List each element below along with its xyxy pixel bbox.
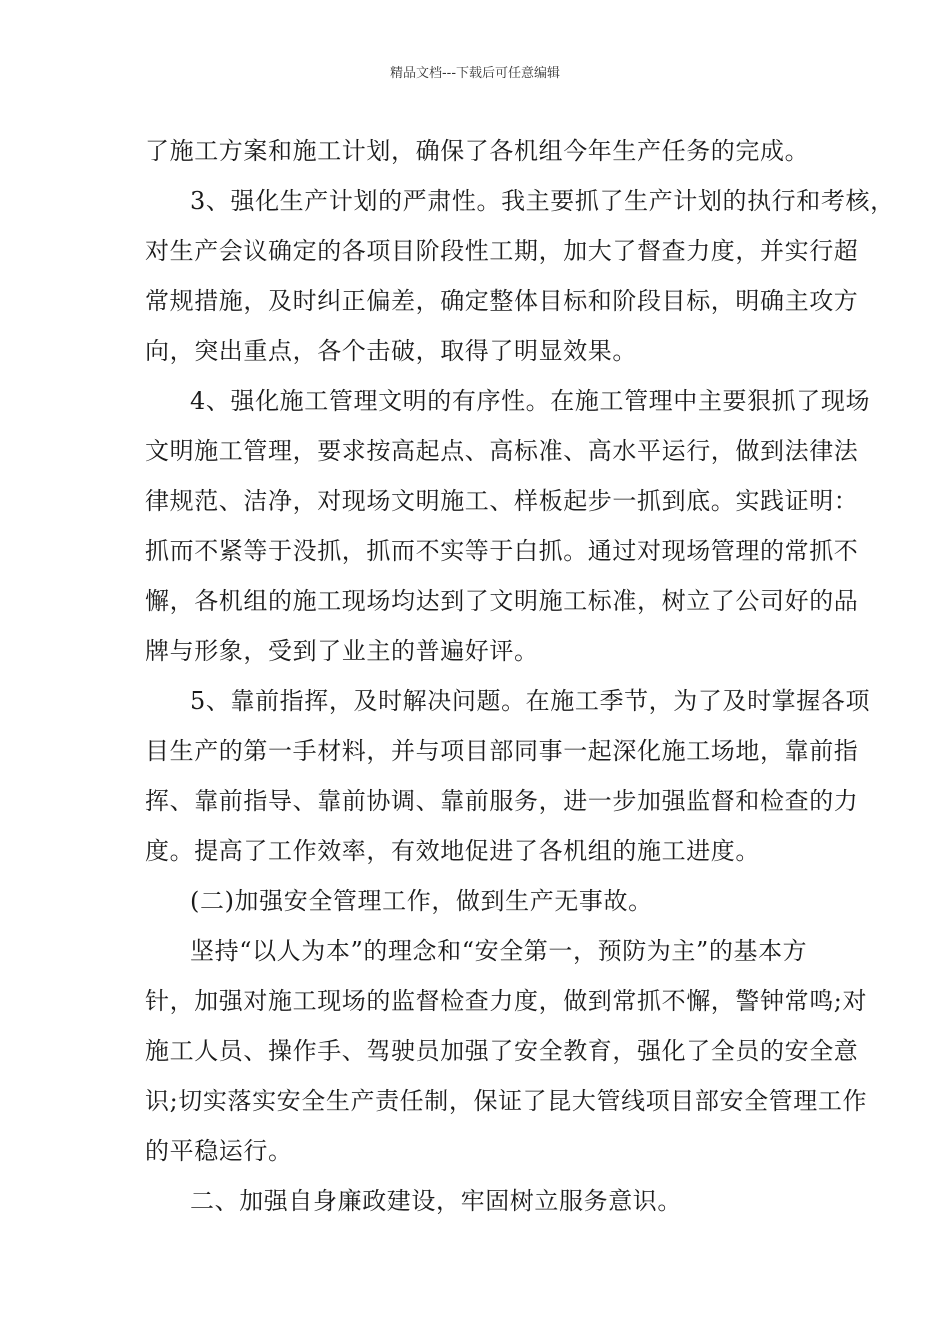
safety-paragraph-start: 坚持“以人为本”的理念和“安全第一，预防为主”的基本方 (190, 937, 808, 965)
text-line: 懈，各机组的施工现场均达到了文明施工标准，树立了公司好的品 (145, 587, 859, 615)
section-2-heading: (二)加强安全管理工作，做到生产无事故。 (190, 887, 653, 915)
text-line: 施工人员、操作手、驾驶员加强了安全教育，强化了全员的安全意 (145, 1037, 859, 1065)
text-line: 对生产会议确定的各项目阶段性工期，加大了督查力度，并实行超 (145, 237, 859, 265)
paragraph-4-heading: 4、强化施工管理文明的有序性。在施工管理中主要狠抓了现场 (190, 387, 871, 415)
text-line: 牌与形象，受到了业主的普遍好评。 (145, 637, 539, 665)
text-line: 常规措施，及时纠正偏差，确定整体目标和阶段目标，明确主攻方 (145, 287, 859, 315)
paragraph-3-heading: 3、强化生产计划的严肃性。我主要抓了生产计划的执行和考核， (190, 187, 895, 215)
document-body (145, 131, 895, 1231)
text-line: 目生产的第一手材料，并与项目部同事一起深化施工场地，靠前指 (145, 737, 859, 765)
page-header: 精品文档---下载后可任意编辑 (389, 66, 561, 81)
text-line: 了施工方案和施工计划，确保了各机组今年生产任务的完成。 (145, 137, 810, 165)
text-line: 识;切实落实安全生产责任制，保证了昆大管线项目部安全管理工作 (145, 1087, 868, 1115)
text-line: 文明施工管理，要求按高起点、高标准、高水平运行，做到法律法 (145, 437, 859, 465)
text-line: 度。提高了工作效率，有效地促进了各机组的施工进度。 (145, 837, 760, 865)
text-line: 律规范、洁净，对现场文明施工、样板起步一抓到底。实践证明： (145, 487, 859, 515)
text-line: 挥、靠前指导、靠前协调、靠前服务，进一步加强监督和检查的力 (145, 787, 859, 815)
text-line: 的平稳运行。 (145, 1137, 293, 1165)
part-2-heading: 二、加强自身廉政建设，牢固树立服务意识。 (190, 1187, 682, 1215)
text-line: 针，加强对施工现场的监督检查力度，做到常抓不懈，警钟常鸣;对 (145, 987, 868, 1015)
text-line: 抓而不紧等于没抓，抓而不实等于白抓。通过对现场管理的常抓不 (145, 537, 859, 565)
paragraph-5-heading: 5、靠前指挥，及时解决问题。在施工季节，为了及时掌握各项 (190, 687, 871, 715)
text-line: 向，突出重点，各个击破，取得了明显效果。 (145, 337, 637, 365)
